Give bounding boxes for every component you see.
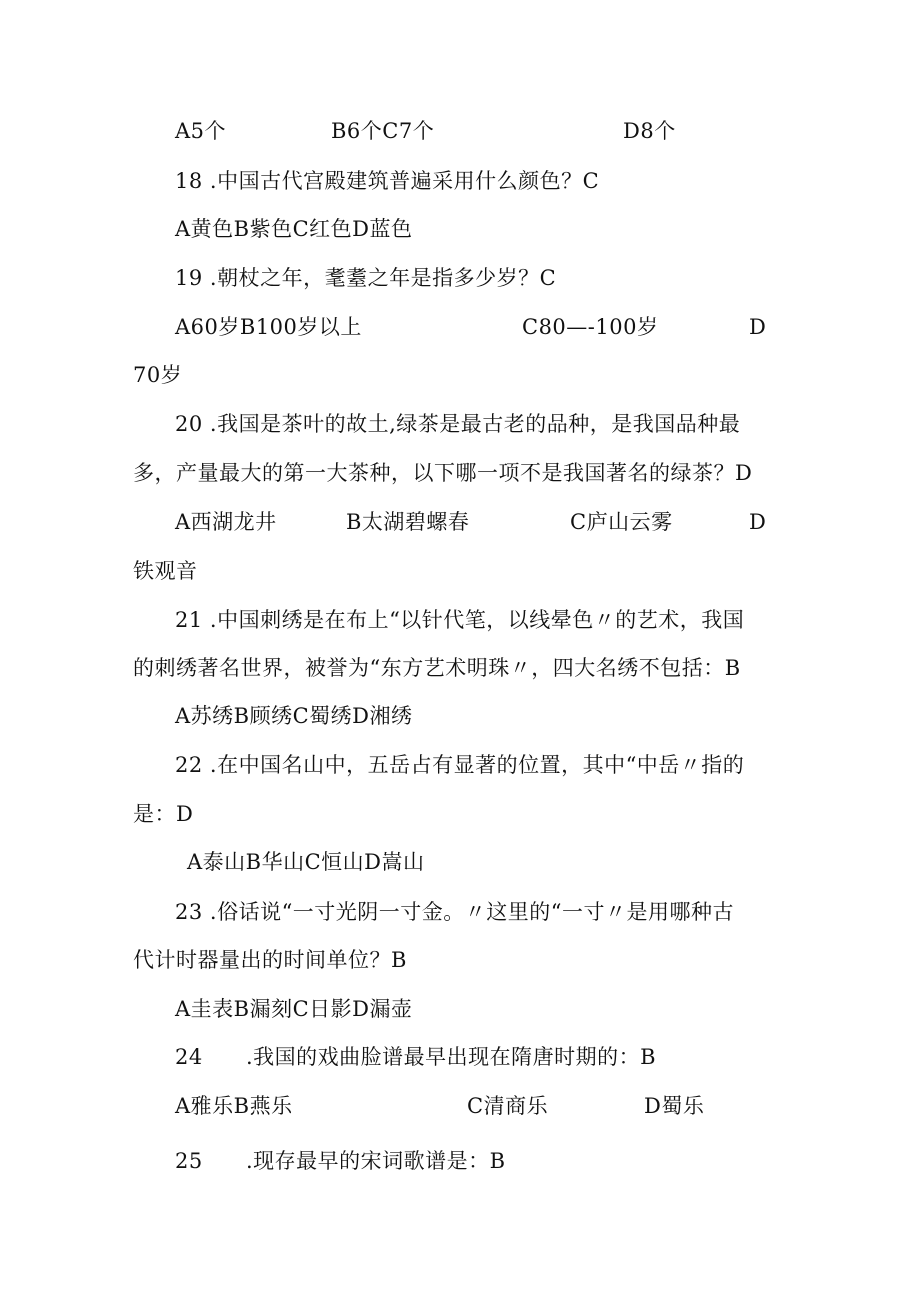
question-19: 19 .朝杖之年，耄耋之年是指多少岁？C xyxy=(175,266,557,290)
question-20-line-1: 20 .我国是茶叶的故土,绿茶是最古老的品种，是我国品种最 xyxy=(175,412,741,436)
option-line-q19-d: D xyxy=(749,315,767,339)
option-line-q20-a: A西湖龙井 xyxy=(175,510,277,534)
question-24: .我国的戏曲脸谱最早出现在隋唐时期的：B xyxy=(246,1045,657,1069)
question-21-line-2: 的刺绣著名世界，被誉为“东方艺术明珠〃，四大名绣不包括：B xyxy=(133,656,741,680)
option-line-q18: A黄色B紫色C红色D蓝色 xyxy=(175,217,413,241)
question-22-line-1: 22 .在中国名山中，五岳占有显著的位置，其中“中岳〃指的 xyxy=(175,753,745,777)
option-line-q22: A泰山B华山C恒山D嵩山 xyxy=(187,850,425,874)
option-line-q17-a: A5个 xyxy=(175,119,227,143)
question-20-line-2: 多，产量最大的第一大茶种，以下哪一项不是我国著名的绿茶？D xyxy=(133,461,753,485)
question-24-number: 24 xyxy=(175,1045,203,1069)
question-21-line-1: 21 .中国刺绣是在布上“以针代笔，以线晕色〃的艺术，我国 xyxy=(175,608,745,632)
option-line-q20-b: B太湖碧螺春 xyxy=(346,510,470,534)
option-line-q23: A圭表B漏刻C日影D漏壶 xyxy=(175,997,413,1021)
option-line-q19-d-cont: 70岁 xyxy=(133,363,183,387)
option-line-q20-c: C庐山云雾 xyxy=(570,510,673,534)
option-line-q20-d-cont: 铁观音 xyxy=(133,559,198,583)
option-line-q20-d: D xyxy=(749,510,767,534)
question-18: 18 .中国古代宫殿建筑普遍采用什么颜色？C xyxy=(175,169,600,193)
option-line-q24-d: D蜀乐 xyxy=(644,1094,705,1118)
option-line-q24-ab: A雅乐B燕乐 xyxy=(175,1094,293,1118)
question-25-number: 25 xyxy=(175,1149,203,1173)
question-25: .现存最早的宋词歌谱是：B xyxy=(246,1149,506,1173)
question-22-line-2: 是：D xyxy=(133,802,194,826)
question-23-line-2: 代计时器量出的时间单位？B xyxy=(133,948,407,972)
option-line-q19-ab: A60岁B100岁以上 xyxy=(175,315,362,339)
option-line-q19-c: C80—-100岁 xyxy=(522,315,659,339)
option-line-q21: A苏绣B顾绣C蜀绣D湘绣 xyxy=(175,704,413,728)
option-line-q17-bc: B6个C7个 xyxy=(331,119,435,143)
question-23-line-1: 23 .俗话说“一寸光阴一寸金。〃这里的“一寸〃是用哪种古 xyxy=(175,900,735,924)
option-line-q17-d: D8个 xyxy=(623,119,676,143)
option-line-q24-c: C清商乐 xyxy=(467,1094,549,1118)
